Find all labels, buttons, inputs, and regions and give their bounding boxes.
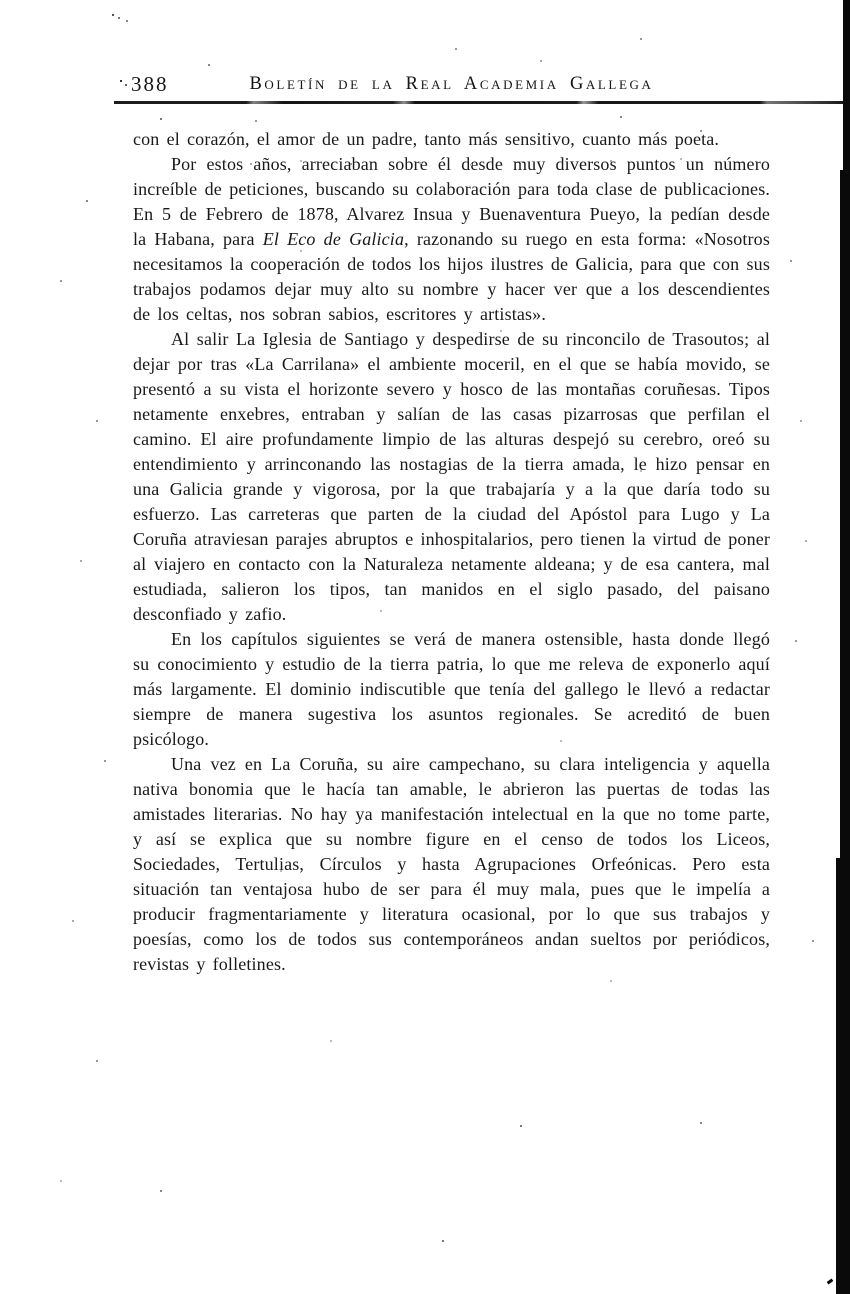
- italic-run: El Eco de Galicia: [262, 229, 405, 249]
- paragraph: [133, 152, 770, 327]
- paragraph: [133, 752, 770, 977]
- running-header-title: Boletín de la Real Academia Gallega: [249, 74, 654, 94]
- page-number: 388: [131, 72, 169, 96]
- scan-noise-speckles: [0, 0, 2, 2]
- scan-edge-artifact: [840, 170, 850, 870]
- text-run: Al salir La Iglesia de Santiago y despedirse de su rinconcilo de Trasoutos; al dejar por tras «La Carrilana» el ambiente moceril, en el que se había movido, se presentó a su vista el horizonte severo y hosco de las montañas coruñesas. Tipos netamente enxebres, entraban y salían de las casas pizarrosas que perfilan el camino. El aire profundamente limpio de las alturas despejó su cerebro, oreó su entendimiento y arrinconando las nostagias de la tierra amada, le hizo pensar en una Galicia grande y vigorosa, por la que trabajaría y a la que daría todo su esfuerzo. Las carreteras que parten de la ciudad del Apóstol para Lugo y La Coruña atraviesan parajes abruptos e inhospitalarios, pero tienen la virtud de poner al viajero en contacto con la Naturaleza netamente aldeana; y de esa cantera, mal estudiada, salieron los tipos, tan manidos en el siglo pasado, del paisano desconfiado y zafio.: [133, 329, 770, 624]
- header-rule: [114, 101, 848, 104]
- paragraph: [133, 627, 770, 752]
- paragraph: [133, 127, 770, 152]
- paragraph: [133, 327, 770, 627]
- text-run: , razonando su ruego en esta forma: «Nosotros necesitamos la cooperación de todos los hijos ilustres de Galicia, para que con sus trabajos podamos dejar muy alto su nombre y hacer ver que a los descendientes de los celtas, nos sobran sabios, escritores y artistas».: [133, 229, 770, 324]
- text-block: [133, 127, 770, 977]
- text-run: Una vez en La Coruña, su aire campechano, su clara inteligencia y aquella nativa bonomia que le hacía tan amable, le abrieron las puertas de todas las amistades literarias. No hay ya manifestación intelectual en la que no tome parte, y así se explica que su nombre figure en el censo de todos los Liceos, Sociedades, Tertulias, Círculos y hasta Agrupaciones Orfeónicas. Pero esta situación tan ventajosa hubo de ser para él muy mala, pues que le impelía a producir fragmentariamente y literatura ocasional, por lo que sus trabajos y poesías, como los de todos sus contemporáneos andan sueltos por periódicos, revistas y folletines.: [133, 754, 770, 974]
- scan-edge-artifact: [836, 858, 850, 1294]
- text-run: En los capítulos siguientes se verá de manera ostensible, hasta donde llegó su conocimiento y estudio de la tierra patria, lo que me releva de exponerlo aquí más largamente. El dominio indiscutible que tenía del gallego le llevó a redactar siempre de manera sugestiva los asuntos regionales. Se acreditó de buen psicólogo.: [133, 629, 770, 749]
- text-run: Por estos años, arreciaban sobre él desde muy diversos puntos un número increíble de peticiones, buscando su colaboración para toda clase de publicaciones. En 5 de Febrero de 1878, Alvarez Insua y Buenaventura Pueyo, la pedían desde la Habana, para: [133, 154, 770, 249]
- scan-edge-artifact: [843, 0, 850, 185]
- text-run: con el corazón, el amor de un padre, tanto más sensitivo, cuanto más poeta.: [133, 129, 720, 149]
